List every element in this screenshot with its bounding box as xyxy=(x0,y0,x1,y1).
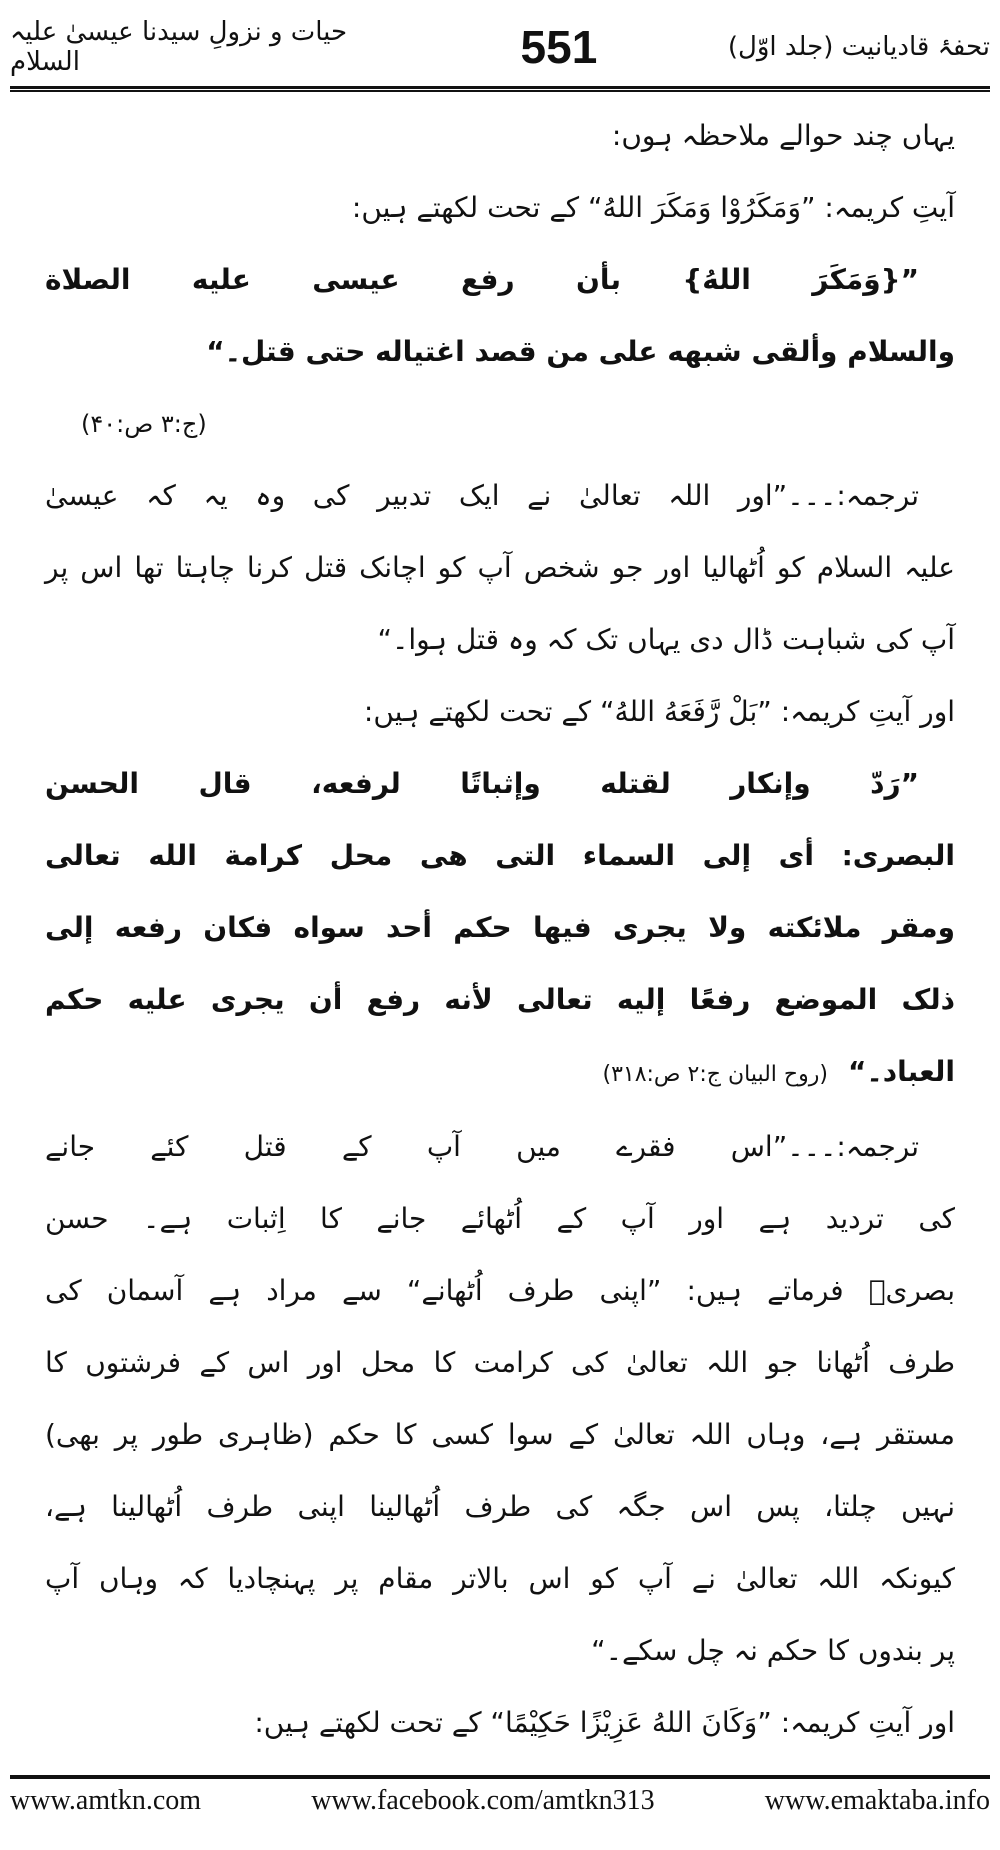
page-body xyxy=(10,92,990,1759)
chapter-title: حیات و نزولِ سیدنا عیسیٰ علیہ السلام xyxy=(10,17,348,77)
translation-line: کی تردید ہے اور آپ کے اُٹھائے جانے کا اِثبات ہے۔ حسن xyxy=(45,1202,955,1235)
text-line: اور آیتِ کریمہ: ”بَلْ رَّفَعَهُ اللهُ“ کے تحت لکھتے ہیں: xyxy=(363,695,955,728)
footer-link-facebook[interactable]: www.facebook.com/amtkn313 xyxy=(311,1785,655,1816)
translation-line: طرف اُٹھانا جو اللہ تعالیٰ کی کرامت کا محل اور اس کے فرشتوں کا xyxy=(45,1346,955,1379)
arabic-quote-end: العباد۔“ xyxy=(847,1055,955,1088)
footer-link-emaktaba[interactable]: www.emaktaba.info xyxy=(764,1785,990,1816)
translation-line: بصریؒ فرماتے ہیں: ”اپنی طرف اُٹھانے“ سے مراد ہے آسمان کی xyxy=(45,1274,955,1307)
translation-line: ترجمہ:۔۔۔”اس فقرے میں آپ کے قتل کئے جانے xyxy=(45,1130,919,1163)
translation-line: نہیں چلتا، پس اس جگہ کی طرف اُٹھالینا اپنی طرف اُٹھالینا ہے، xyxy=(45,1490,955,1523)
footer-link-amtkn[interactable]: www.amtkn.com xyxy=(10,1785,202,1816)
text-line: یہاں چند حوالے ملاحظہ ہوں: xyxy=(611,119,955,152)
translation-line: پر بندوں کا حکم نہ چل سکے۔“ xyxy=(591,1634,955,1667)
arabic-quote-line: ذلک الموضع رفعًا إلیه تعالی لأنه رفع أن یجری علیه حکم xyxy=(45,983,955,1016)
book-title: تحفۂ قادیانیت (جلد اوّل) xyxy=(727,32,990,62)
page-number: 551 xyxy=(520,21,598,73)
text-line: آیتِ کریمہ: ”وَمَکَرُوْا وَمَکَرَ اللهُ“ کے تحت لکھتے ہیں: xyxy=(351,191,955,224)
page-footer xyxy=(10,1779,990,1817)
reference: (روح البیان ج:۲ ص:۳۱۸) xyxy=(602,1062,828,1087)
arabic-quote-line: والسلام وألقی شبهه علی من قصد اغتیاله حتی قتل۔“ xyxy=(206,335,955,368)
arabic-quote-line: ”رَدّ وإنكار لقتله وإثباتًا لرفعه، قال الحسن xyxy=(45,767,919,800)
translation-line: کیونکہ اللہ تعالیٰ نے آپ کو اس بالاتر مقام پر پہنچادیا کہ وہاں آپ xyxy=(45,1562,956,1595)
reference: (ج:۳ ص:۴۰) xyxy=(81,410,207,438)
arabic-quote-line: البصری: أی إلی السماء التی هی محل کرامة الله تعالی xyxy=(45,839,955,872)
page-header xyxy=(10,14,990,80)
translation-line: علیہ السلام کو اُٹھالیا اور جو شخص آپ کو اچانک قتل کرنا چاہتا تھا اس پر xyxy=(45,551,955,584)
arabic-quote-line xyxy=(45,1036,955,1111)
translation-line: مستقر ہے، وہاں اللہ تعالیٰ کے سوا کسی کا حکم (ظاہری طور پر بھی) xyxy=(45,1418,955,1451)
translation-line: ترجمہ:۔۔۔”اور اللہ تعالیٰ نے ایک تدبیر کی وہ یہ کہ عیسیٰ xyxy=(45,479,919,512)
arabic-quote-line: ومقر ملائکته ولا یجری فیها حکم أحد سواه فکان رفعه إلی xyxy=(45,911,955,944)
text-line: اور آیتِ کریمہ: ”وَکَانَ اللهُ عَزِیْزًا حَکِیْمًا“ کے تحت لکھتے ہیں: xyxy=(254,1706,955,1739)
arabic-quote-line: ”{وَمَکَرَ اللهُ} بأن رفع عیسی علیه الصلاة xyxy=(45,263,919,296)
translation-line: آپ کی شباہت ڈال دی یہاں تک کہ وہ قتل ہوا۔“ xyxy=(377,623,955,656)
